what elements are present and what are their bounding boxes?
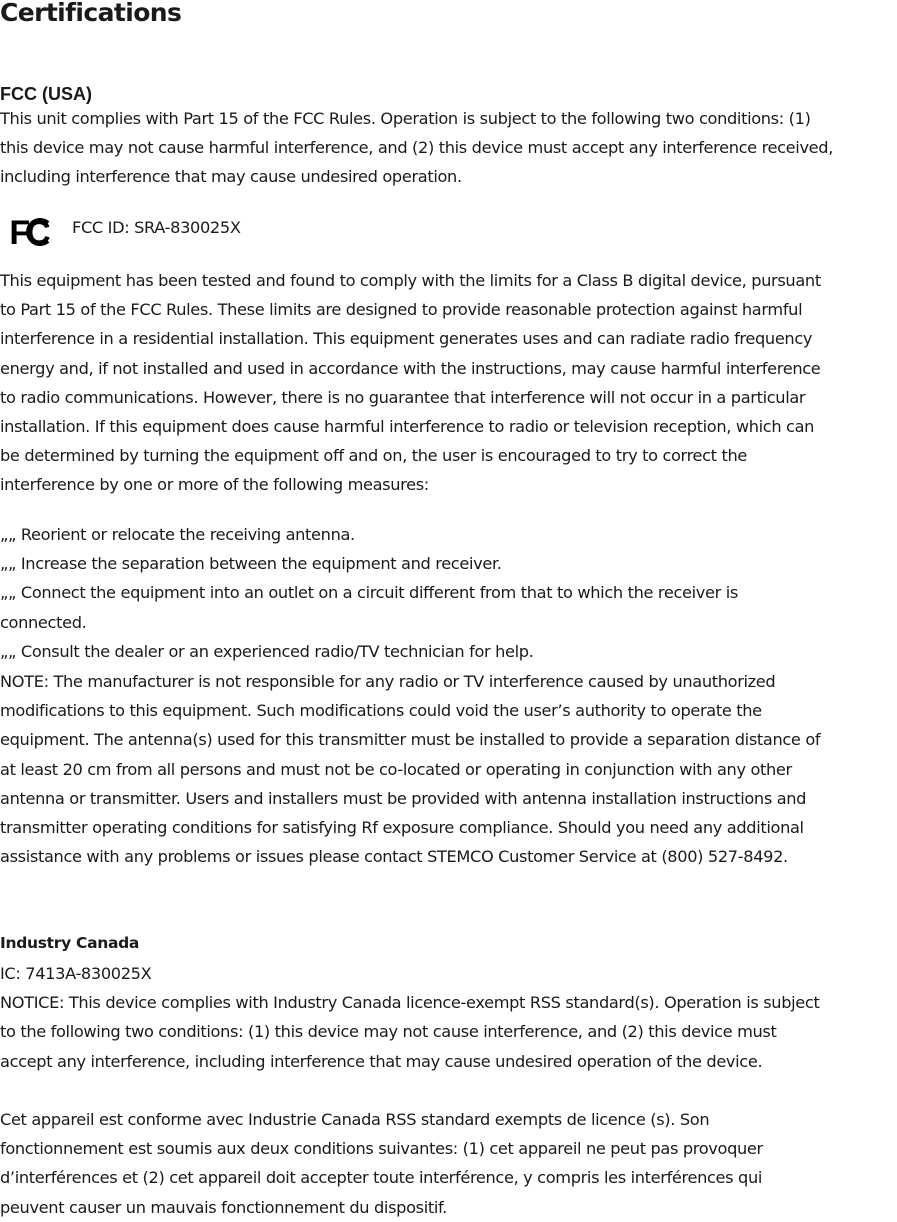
fcc-logo-text: FC: [9, 214, 47, 251]
fcc-note-line: modifications to this equipment. Such modifications could void the user’s authority to operate the: [0, 701, 762, 721]
fcc-body-line: interference in a residential installation. This equipment generates uses and can radiate radio frequency: [0, 329, 813, 349]
fcc-intro-line: including interference that may cause undesired operation.: [0, 167, 462, 187]
fcc-body-paragraph: [0, 266, 821, 500]
ic-id: IC: 7413A-830025X: [0, 964, 152, 983]
fcc-note-paragraph: [0, 667, 820, 871]
ic-french-line: fonctionnement est soumis aux deux conditions suivantes: (1) cet appareil ne peut pas provoquer: [0, 1139, 763, 1159]
measure-item: „„ Connect the equipment into an outlet on a circuit different from that to which the receiver is: [0, 583, 738, 603]
ic-notice-line: NOTICE: This device complies with Industry Canada licence-exempt RSS standard(s). Operation is subject: [0, 993, 820, 1013]
ic-notice-line: accept any interference, including interference that may cause undesired operation of the device.: [0, 1051, 763, 1071]
industry-canada-notice: [0, 959, 819, 1076]
measure-item: „„ Consult the dealer or an experienced radio/TV technician for help.: [0, 641, 534, 661]
fcc-intro-paragraph: [0, 104, 833, 192]
fcc-measures-list: [0, 520, 738, 666]
fcc-intro-line: this device may not cause harmful interference, and (2) this device must accept any interference received,: [0, 138, 834, 158]
fcc-note-line: assistance with any problems or issues please contact STEMCO Customer Service at (800) 527-8492.: [0, 847, 788, 867]
fcc-logo: [2, 213, 54, 251]
fcc-body-line: to Part 15 of the FCC Rules. These limits are designed to provide reasonable protection against harmful: [0, 300, 803, 320]
fcc-id: FCC ID: SRA-830025X: [72, 218, 241, 237]
fcc-note-line: antenna or transmitter. Users and installers must be provided with antenna installation instructions and: [0, 788, 807, 808]
industry-canada-french: [0, 1105, 763, 1222]
ic-french-line: d’interférences et (2) cet appareil doit accepter toute interférence, y compris les interférences qui: [0, 1168, 763, 1188]
fcc-body-line: to radio communications. However, there is no guarantee that interference will not occur in a particular: [0, 387, 806, 407]
fcc-body-line: installation. If this equipment does cause harmful interference to radio or television reception, which can: [0, 417, 815, 437]
measure-item: „„ Reorient or relocate the receiving antenna.: [0, 525, 355, 544]
measure-item: connected.: [0, 612, 87, 632]
fcc-note-line: equipment. The antenna(s) used for this transmitter must be installed to provide a separation distance of: [0, 730, 821, 750]
page-title: Certifications: [0, 0, 182, 27]
fcc-note-line: at least 20 cm from all persons and must not be co-located or operating in conjunction with any other: [0, 759, 792, 779]
fcc-heading: FCC (USA): [0, 84, 92, 104]
fcc-body-line: be determined by turning the equipment off and on, the user is encouraged to try to correct the: [0, 446, 747, 466]
fcc-body-line: energy and, if not installed and used in accordance with the instructions, may cause harmful interference: [0, 358, 821, 378]
ic-french-line: Cet appareil est conforme avec Industrie Canada RSS standard exempts de licence (s). Son: [0, 1110, 710, 1129]
industry-canada-heading: Industry Canada: [0, 934, 140, 952]
fcc-note-line: NOTE: The manufacturer is not responsible for any radio or TV interference caused by unauthorized: [0, 672, 776, 691]
measure-item: „„ Increase the separation between the equipment and receiver.: [0, 554, 502, 574]
fcc-intro-line: This unit complies with Part 15 of the FCC Rules. Operation is subject to the following two conditions: (1): [0, 109, 811, 128]
ic-notice-line: to the following two conditions: (1) this device may not cause interference, and (2) this device must: [0, 1022, 777, 1042]
fcc-note-line: transmitter operating conditions for satisfying Rf exposure compliance. Should you need any additional: [0, 818, 804, 838]
fcc-body-line: This equipment has been tested and found to comply with the limits for a Class B digital device, pursuant: [0, 271, 821, 290]
ic-french-line: peuvent causer un mauvais fonctionnement du dispositif.: [0, 1197, 447, 1217]
fcc-body-line: interference by one or more of the following measures:: [0, 475, 429, 495]
